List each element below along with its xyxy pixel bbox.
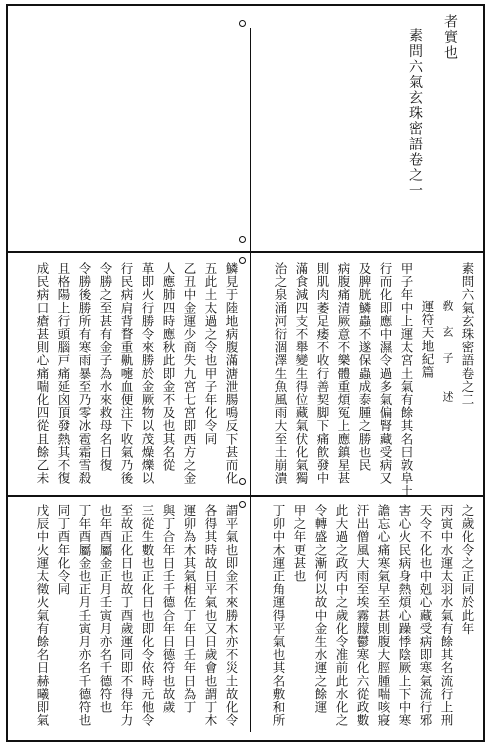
text-column: 運卯為木其氣相佐丁年日壬年日為丁 (182, 504, 197, 714)
panel-divider-top (6, 251, 485, 253)
text-column: 鱗見于陸地病腹滿溏泄腸鳴反下甚而化 (224, 262, 239, 485)
text-column: 行民病肩背瞀重鼽嚏血便注下收氣乃後 (119, 262, 134, 485)
text-column: 之歲化令之正同於此年 (460, 504, 475, 635)
text-column: 則肌肉萎足痿不收行善契脚下痛飮發中 (315, 262, 330, 485)
binding-hole (239, 20, 246, 27)
text-column: 人應肺四時應秋此即金不及也其名從 (161, 262, 176, 472)
text-column: 甲子年中上運太宮土氣有餘其名曰敦阜土 (399, 262, 414, 498)
binding-hole (239, 257, 246, 264)
chapter-heading: 運符天地紀篇 (420, 300, 435, 379)
text-column: 乙丑中金運少商失九宮七宮即西方之金 (182, 262, 197, 485)
text-column: 令轉盛之漸何以故中金生水運之餘運 (313, 504, 328, 714)
text-column: 謂平氣也即金不來勝木亦不災土故化令 (224, 504, 239, 727)
binding-hole (239, 236, 246, 243)
text-column: 天令不化也中剋心藏受病即寒氣流行邪 (418, 504, 433, 727)
text-column: 此大過之政丙中之歲化令准前此水化之 (334, 504, 349, 727)
text-column: 丁年酉屬金也正月壬寅月亦名千德符也 (77, 504, 92, 727)
text-column: 戊辰中火運太徵火氣有餘名日赫曦即氣 (35, 504, 50, 727)
text-column: 丙寅中水運太羽水氣有餘其名流行上刑 (439, 504, 454, 727)
text-column: 三從生數也正化日也即化令依時元他令 (140, 504, 155, 727)
text-column: 同丁酉年化令同 (56, 504, 71, 596)
text-column: 害心火民病身熱煩心躁悸陰厥上下中寒 (397, 504, 412, 727)
text-column: 也年酉屬金正月壬寅月亦名千德符也 (98, 504, 113, 714)
text-column: 至故正化日也故丁酉歲運同即不得年力 (119, 504, 134, 727)
text-column: 令勝之至甚有金子為水來救母名日復 (98, 262, 113, 472)
text-column: 譫忘心痛寒氣早至甚則腹大脛腫喘咳寢 (376, 504, 391, 727)
text-column: 丁卯中木運正角運得平氣也其名敷和所 (271, 504, 286, 727)
text-column: 與丁合年日壬千德合年日德符也故歲 (161, 504, 176, 714)
center-fold-line (250, 28, 251, 732)
volume-title: 素問六氣玄珠密語卷之一 (407, 28, 423, 199)
text-column: 甲之年更甚也 (292, 504, 307, 583)
text-column: 汗出僧風大雨至埃霧朦鬱寒化六從政數 (355, 504, 370, 727)
binding-hole (239, 478, 246, 485)
text-column: 且格陽上行頭腦戸痛延囟頂發熱其不復 (56, 262, 71, 485)
text-column: 令勝後勝所有寒雨暴至乃零冰雹霜雪殺 (77, 262, 92, 485)
text-column: 及脾胱鱗蟲不遂保蟲成泰腫之勝也民 (357, 262, 372, 472)
binding-hole (239, 501, 246, 508)
text-column: 革即火行勝令來勝於金厥物以茂燥爍以 (140, 262, 155, 485)
text-column: 五此土太過之令也甲子年化令同 (203, 262, 218, 446)
text-column: 滿食減四支不舉變生得位藏氣伏化氣獨 (294, 262, 309, 485)
text-column: 行而化即應中濕令過多氣偏腎藏受病又 (378, 262, 393, 485)
text-column: 者實也 (442, 14, 458, 61)
text-column: 各得其時故日平氣也又日歲會也謂丁木 (203, 504, 218, 727)
author-line: 敎 玄 子 述 (441, 300, 454, 404)
text-column: 治之泉涌河衍涸澤生魚風雨大至土崩潰 (273, 262, 288, 485)
text-column: 成民病口瘡甚則心痛喘化四從且餘乙未 (35, 262, 50, 485)
volume-title: 素問六氣玄珠密語卷之二 (460, 262, 475, 407)
text-column: 病腹痛清厥意不樂體重煩冤上應鎮星甚 (336, 262, 351, 485)
